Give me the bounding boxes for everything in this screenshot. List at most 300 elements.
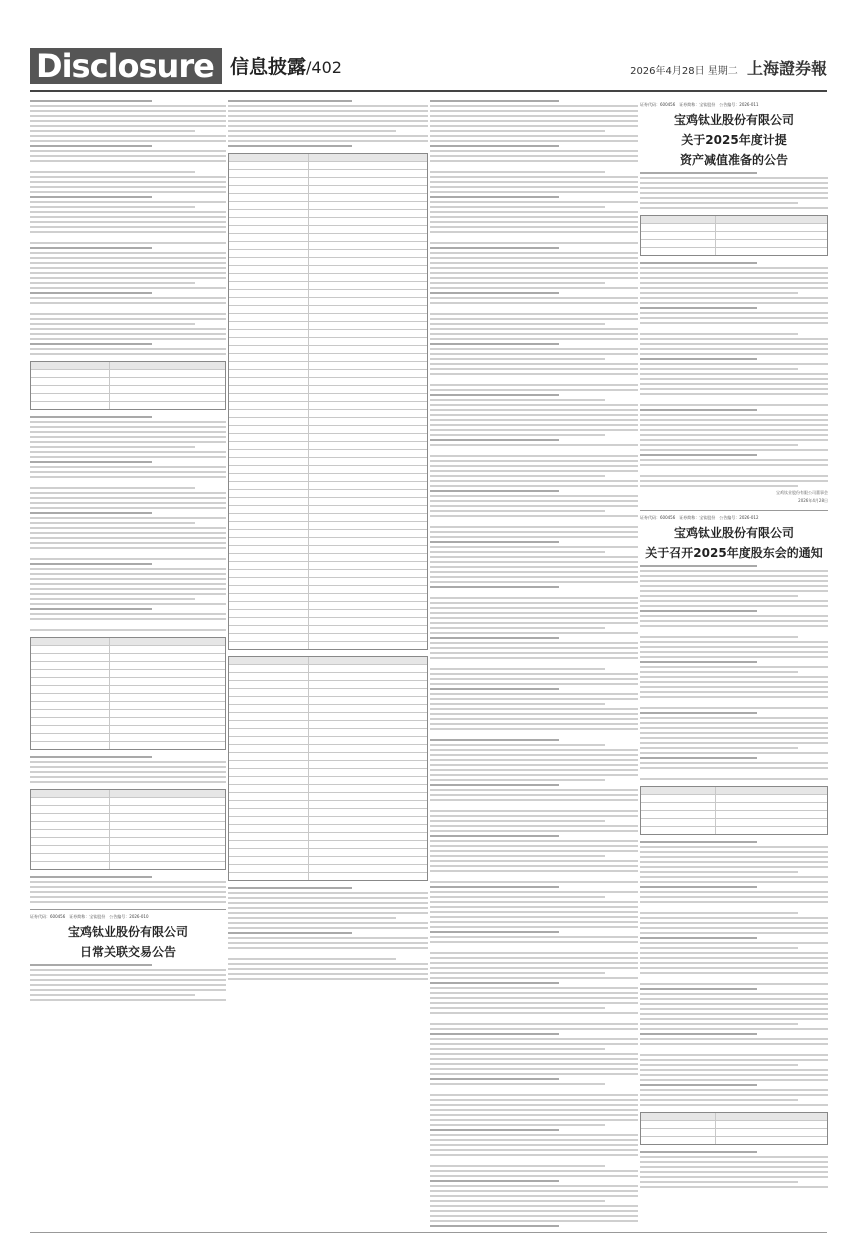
text-line [640, 600, 828, 602]
column-3 [430, 100, 638, 1230]
text-line [30, 247, 152, 249]
table-row [229, 330, 427, 338]
text-line [640, 177, 828, 179]
text-line [640, 856, 828, 858]
table-row [229, 801, 427, 809]
text-line [430, 105, 638, 107]
text-line [30, 771, 226, 773]
text-line [640, 656, 828, 658]
text-line [30, 471, 226, 473]
table-row [31, 790, 225, 798]
column-1 [30, 100, 226, 1230]
text-line [30, 901, 226, 903]
table-row [31, 710, 225, 718]
text-line [430, 896, 605, 898]
text-line [430, 546, 638, 548]
table-row [229, 274, 427, 282]
text-line [430, 987, 638, 989]
financial-table-2 [228, 656, 428, 881]
table-row [229, 873, 427, 880]
table-row [229, 346, 427, 354]
text-line [30, 969, 226, 971]
text-line [430, 196, 559, 198]
table-row [229, 665, 427, 673]
text-line [228, 125, 428, 127]
text-line [640, 737, 828, 739]
text-line [640, 666, 828, 668]
text-line [640, 686, 828, 688]
table-row [229, 729, 427, 737]
text-line [30, 226, 226, 228]
text-line [430, 485, 638, 487]
text-line [640, 651, 828, 653]
table-row [229, 570, 427, 578]
text-line [430, 1225, 559, 1227]
text-line [430, 1185, 638, 1187]
table-row [229, 290, 427, 298]
text-line [430, 789, 638, 791]
table-row [229, 586, 427, 594]
text-line [640, 368, 798, 370]
text-line [228, 968, 428, 970]
text-line [640, 912, 798, 914]
text-line [30, 343, 152, 345]
text-line [640, 1074, 828, 1076]
column-4 [640, 100, 828, 1230]
text-line [640, 565, 757, 567]
text-line [228, 135, 428, 137]
table-row [229, 386, 427, 394]
text-line [430, 571, 638, 573]
text-line [640, 891, 828, 893]
text-line [430, 652, 638, 654]
text-line [430, 373, 638, 375]
text-line [430, 226, 638, 228]
text-line [430, 150, 638, 152]
table-row [31, 846, 225, 854]
table-row [229, 322, 427, 330]
text-line [430, 850, 638, 852]
notice2-title: 关于召开2025年度股东会的通知 [645, 546, 823, 560]
table-row [229, 825, 427, 833]
text-line [640, 202, 798, 204]
text-line [228, 922, 428, 924]
text-line [228, 932, 352, 934]
text-line [640, 287, 828, 289]
notice1-code-line: 证券代码：600456 证券简称：宝钛股份 公告编号：2026-011 [640, 102, 759, 107]
text-line [640, 901, 828, 903]
text-line [640, 322, 828, 324]
table-row [229, 306, 427, 314]
impairment-table [640, 215, 828, 256]
text-line [640, 580, 828, 582]
text-line [30, 476, 226, 478]
text-line [640, 967, 828, 969]
text-line [30, 979, 226, 981]
text-line [430, 1023, 638, 1025]
text-line [430, 926, 638, 928]
table-row [31, 702, 225, 710]
table-row [229, 769, 427, 777]
text-line [430, 769, 638, 771]
text-line [430, 348, 638, 350]
text-line [640, 947, 798, 949]
text-line [640, 378, 828, 380]
text-line [640, 207, 828, 209]
notice-title: 日常关联交易公告 [79, 945, 176, 959]
text-line [430, 536, 638, 538]
text-line [430, 201, 638, 203]
text-line [640, 641, 828, 643]
text-line [30, 125, 226, 127]
text-line [640, 661, 757, 663]
column-2 [228, 100, 428, 1230]
text-line [640, 1094, 828, 1096]
text-line [640, 952, 828, 954]
text-line [640, 404, 828, 406]
text-line [430, 510, 605, 512]
text-line [430, 581, 638, 583]
text-line [30, 891, 226, 893]
text-line [640, 475, 828, 477]
text-line [640, 414, 828, 416]
text-line [430, 455, 638, 457]
text-line [640, 615, 828, 617]
text-line [430, 1002, 638, 1004]
text-line [430, 1175, 638, 1177]
text-line [30, 206, 195, 208]
text-line [430, 140, 638, 142]
text-line [640, 575, 828, 577]
table-row [641, 248, 827, 255]
text-line [640, 757, 757, 759]
text-line [430, 171, 605, 173]
text-line [30, 328, 226, 330]
text-line [430, 911, 638, 913]
text-line [640, 262, 757, 264]
text-line [430, 870, 638, 872]
table-row [229, 833, 427, 841]
table-row [31, 386, 225, 394]
text-line [30, 302, 226, 304]
text-line [430, 302, 638, 304]
table-row [31, 830, 225, 838]
text-line [640, 424, 828, 426]
text-line [430, 480, 638, 482]
text-line [430, 840, 638, 842]
text-line [228, 917, 396, 919]
text-line [228, 912, 428, 914]
table-row [641, 1121, 827, 1129]
table-row [229, 466, 427, 474]
notice1-board: 宝鸡钛业股份有限公司董事会 [776, 490, 828, 495]
notice1-date: 2026年4月28日 [798, 498, 828, 503]
table-row [229, 618, 427, 626]
text-line [30, 277, 226, 279]
text-line [640, 742, 828, 744]
table-row [229, 154, 427, 162]
text-line [228, 120, 428, 122]
text-line [430, 647, 638, 649]
text-line [430, 500, 638, 502]
table-row [641, 224, 827, 232]
text-line [640, 172, 757, 174]
text-line [640, 866, 828, 868]
table-row [229, 817, 427, 825]
text-line [30, 781, 226, 783]
text-line [228, 942, 428, 944]
text-line [430, 708, 638, 710]
text-line [30, 497, 226, 499]
text-line [30, 436, 226, 438]
text-line [640, 937, 757, 939]
notice-code-line: 证券代码：600456 证券简称：宝钛股份 公告编号：2026-010 [30, 914, 149, 919]
text-line [430, 297, 638, 299]
text-line [430, 1094, 638, 1096]
text-line [640, 1084, 757, 1086]
text-line [430, 556, 638, 558]
text-line [30, 881, 226, 883]
text-line [640, 317, 828, 319]
text-line [430, 673, 638, 675]
text-line [640, 485, 798, 487]
text-line [430, 328, 638, 330]
table-row [31, 862, 225, 869]
table-row [229, 753, 427, 761]
table-row [229, 673, 427, 681]
text-line [430, 774, 638, 776]
text-line [30, 896, 226, 898]
proxy-form-table [640, 1112, 828, 1145]
text-line [640, 1023, 798, 1025]
text-line [640, 707, 828, 709]
text-line [30, 578, 226, 580]
table-row [229, 681, 427, 689]
table-row [641, 1129, 827, 1137]
table-row [229, 426, 427, 434]
text-line [430, 566, 638, 568]
text-line [430, 1099, 638, 1101]
text-line [640, 972, 828, 974]
table-row [31, 362, 225, 370]
text-line [30, 456, 226, 458]
text-line [430, 967, 638, 969]
text-line [30, 171, 195, 173]
agenda-table [640, 786, 828, 835]
text-line [430, 100, 559, 102]
text-line [430, 531, 638, 533]
text-line [640, 1156, 828, 1158]
text-line [640, 590, 828, 592]
text-line [430, 262, 638, 264]
text-line [640, 348, 828, 350]
table-row [229, 705, 427, 713]
text-line [430, 764, 638, 766]
text-line [30, 532, 226, 534]
text-line [430, 936, 638, 938]
text-line [430, 526, 638, 528]
text-line [30, 191, 226, 193]
text-line [640, 671, 798, 673]
appendix-table [30, 637, 226, 750]
text-line [640, 1176, 828, 1178]
text-line [30, 160, 226, 162]
text-line [430, 962, 638, 964]
table-row [229, 737, 427, 745]
text-line [640, 480, 828, 482]
text-line [640, 917, 828, 919]
text-line [30, 573, 226, 575]
text-line [430, 881, 638, 883]
text-line [430, 277, 638, 279]
text-line [30, 140, 226, 142]
text-line [30, 221, 226, 223]
table-row [31, 646, 225, 654]
text-line [430, 703, 605, 705]
table-row [229, 610, 427, 618]
text-line [640, 302, 828, 304]
table-row [229, 761, 427, 769]
text-line [30, 547, 226, 549]
table-row [229, 298, 427, 306]
text-line [30, 507, 226, 509]
text-line [640, 187, 828, 189]
text-line [30, 257, 226, 259]
text-line [430, 130, 605, 132]
text-line [30, 618, 226, 620]
table-row [229, 841, 427, 849]
text-line [640, 434, 828, 436]
table-row [229, 689, 427, 697]
text-line [640, 383, 828, 385]
table-row [229, 498, 427, 506]
text-line [640, 747, 798, 749]
text-line [430, 1068, 638, 1070]
table-row [229, 410, 427, 418]
text-line [430, 1154, 638, 1156]
text-line [640, 454, 757, 456]
text-line [430, 216, 638, 218]
text-line [30, 613, 226, 615]
text-line [640, 409, 757, 411]
text-line [430, 541, 559, 543]
text-line [640, 1038, 828, 1040]
table-row [229, 258, 427, 266]
text-line [30, 603, 226, 605]
text-line [228, 978, 428, 980]
text-line [640, 419, 828, 421]
text-line [640, 464, 828, 466]
text-line [640, 429, 828, 431]
table-row [229, 378, 427, 386]
text-line [430, 810, 638, 812]
text-line [430, 394, 559, 396]
text-line [430, 749, 638, 751]
text-line [430, 1109, 638, 1111]
issue-date: 2026年4月28日 星期二 [630, 66, 738, 77]
text-line [640, 676, 828, 678]
text-line [430, 252, 638, 254]
text-line [430, 906, 638, 908]
text-line [30, 333, 226, 335]
text-line [228, 907, 428, 909]
text-line [640, 282, 828, 284]
text-line [30, 353, 226, 355]
text-line [430, 1119, 638, 1121]
table-row [229, 745, 427, 753]
text-line [640, 1181, 798, 1183]
text-line [30, 115, 226, 117]
text-line [640, 1008, 828, 1010]
text-line [430, 1104, 638, 1106]
text-line [430, 723, 638, 725]
text-line [430, 515, 638, 517]
text-line [430, 434, 605, 436]
text-line [640, 620, 828, 622]
text-line [430, 982, 559, 984]
text-line [640, 778, 828, 780]
text-line [640, 988, 757, 990]
text-line [30, 583, 226, 585]
table-row [31, 378, 225, 386]
text-line [640, 752, 828, 754]
text-line [30, 629, 226, 631]
text-line [640, 1018, 828, 1020]
text-line [228, 897, 428, 899]
text-line [640, 1186, 828, 1188]
text-line [430, 1033, 559, 1035]
text-line [640, 297, 828, 299]
table-row [641, 1137, 827, 1144]
text-line [640, 307, 757, 309]
text-line [640, 998, 828, 1000]
text-line [430, 231, 638, 233]
text-line [228, 110, 428, 112]
text-line [430, 318, 638, 320]
text-line [430, 551, 605, 553]
text-line [30, 446, 195, 448]
text-line [430, 668, 605, 670]
table-row [229, 434, 427, 442]
text-line [640, 449, 828, 451]
text-line [640, 444, 798, 446]
text-line [430, 419, 638, 421]
text-line [640, 1099, 798, 1101]
table-row [31, 854, 225, 862]
text-line [430, 921, 638, 923]
company-name: 宝鸡钛业股份有限公司 [67, 925, 188, 939]
text-line [228, 887, 352, 889]
text-line [640, 851, 828, 853]
text-line [430, 1124, 605, 1126]
text-line [640, 1089, 828, 1091]
text-line [430, 1048, 605, 1050]
text-line [640, 312, 828, 314]
text-line [30, 761, 226, 763]
text-line [430, 404, 638, 406]
text-line [430, 972, 605, 974]
table-row [641, 240, 827, 248]
text-line [430, 1043, 638, 1045]
table-row [229, 362, 427, 370]
notice1-title-line2: 资产减值准备的公告 [679, 153, 788, 167]
table-row [31, 734, 225, 742]
text-line [30, 608, 152, 610]
text-line [228, 100, 352, 102]
table-row [229, 402, 427, 410]
table-row [31, 798, 225, 806]
text-line [30, 267, 226, 269]
